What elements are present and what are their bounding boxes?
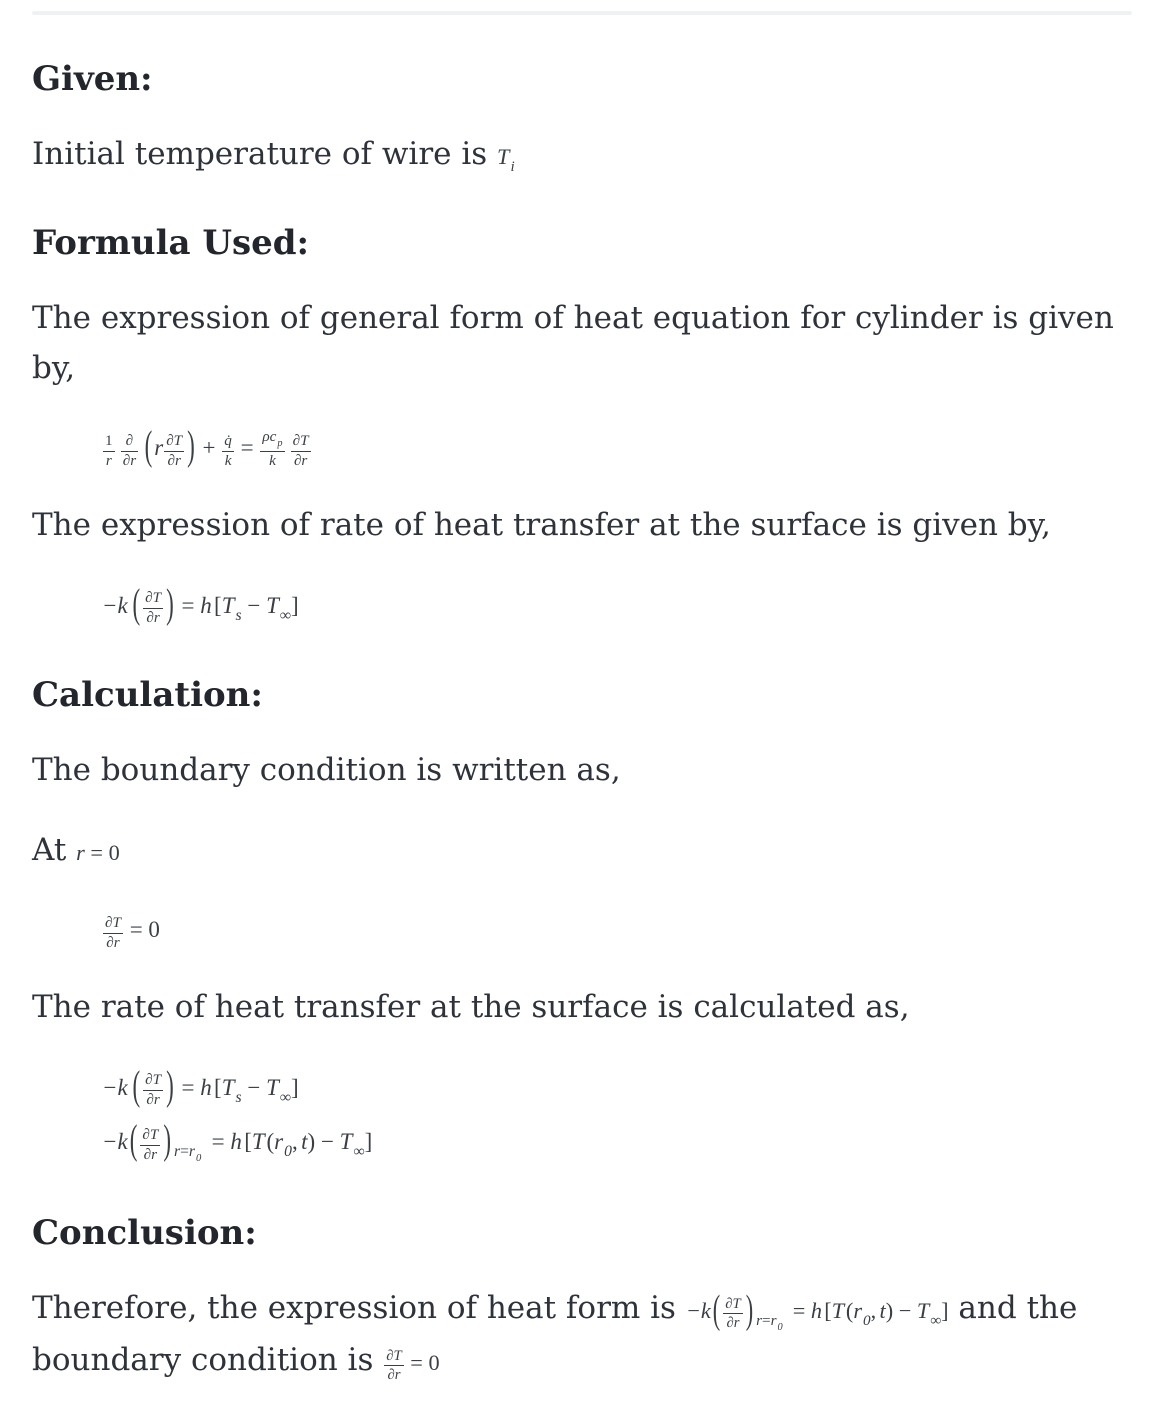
rate-calculated-formulas <box>102 1062 1132 1169</box>
conclusion-heading: Conclusion: <box>32 1213 257 1254</box>
math-line: −k ( $\frac{\partial T}{\partial r}$ ) = $h[T_s - T_\infty]$ <box>102 1062 299 1109</box>
inline-math: $T_i$ <box>497 143 515 175</box>
surface-heat-transfer-intro: The expression of rate of heat transfer at the surface is given by, <box>32 507 1051 544</box>
math-line: −k ( $\frac{\partial T}{\partial r}$ ) = $h[T_s - T_\infty]$ <box>102 580 299 627</box>
given-heading: Given: <box>32 59 153 99</box>
section-conclusion <box>32 1213 1132 1385</box>
section-calculation <box>32 675 1132 1169</box>
rate-calculated-intro: The rate of heat transfer at the surface is calculated as, <box>32 989 910 1026</box>
math-line: $\frac{1}{r}$ $\frac{\partial}{\partial r}$ (r $\frac{\partial T}{\partial r}$ ) + $\frac{q̇}{k}$ = $\frac{\rho c_p}{k}$ $\frac{\partial T}{\partial r}$ <box>105 423 309 469</box>
inline-math: $\frac{\partial T}{\partial r}$ = 0 <box>386 1347 440 1384</box>
calculation-heading: Calculation: <box>32 675 263 716</box>
general-heat-equation-formula <box>102 425 1132 471</box>
solution-document <box>0 11 1164 1426</box>
given-statement: Initial temperature of wire is $T_i$ <box>32 135 515 175</box>
top-divider <box>32 11 1132 15</box>
section-formula-used <box>32 223 1132 631</box>
inline-math: −k( $\frac{\partial T}{\partial r}$ ) $_{r=r_0}= h[T(r_0$, $t) - T_\infty$] <box>685 1286 949 1333</box>
section-given <box>32 59 1132 179</box>
boundary-condition-intro: The boundary condition is written as, <box>32 752 621 789</box>
conclusion-statement: Therefore, the expression of heat form is −k( $\frac{\partial T}{\partial r}$ ) $_{r=r_0}= h[T(r_0$, $t) - T_\infty$] and the boundary condition is $\frac{\partial T}{\partial r}$ = 0 <box>32 1286 1078 1384</box>
surface-heat-transfer-formula <box>102 580 1132 631</box>
boundary-condition-formula <box>102 907 1132 953</box>
at-r-equals-zero: At r = 0 <box>32 831 120 868</box>
math-line: −k( $\frac{\partial T}{\partial r}$ ) $_{r=r_0}= h[T(r_0$, $t) - T_\infty$] <box>102 1116 373 1164</box>
inline-math: r = 0 <box>76 839 120 865</box>
math-line: $\frac{\partial T}{\partial r}$ = 0 <box>105 913 160 951</box>
formula-used-heading: Formula Used: <box>32 223 310 264</box>
general-heat-equation-intro: The expression of general form of heat equation for cylinder is given by, <box>32 300 1114 386</box>
